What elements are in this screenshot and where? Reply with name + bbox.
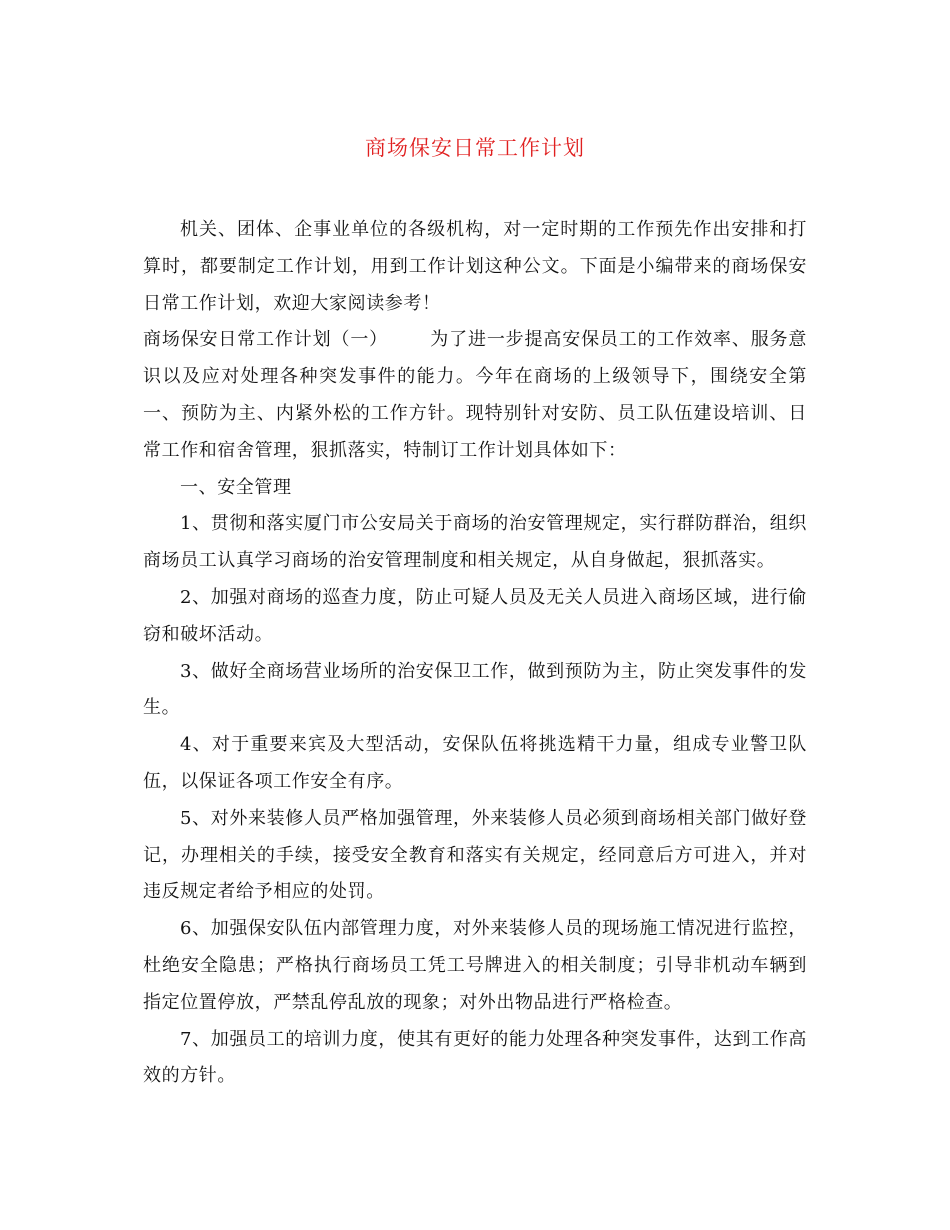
list-item: 1、贯彻和落实厦门市公安局关于商场的治安管理规定，实行群防群治，组织商场员工认真学习商场的治安管理制度和相关规定，从自身做起，狠抓落实。 <box>143 513 807 572</box>
part1-text: 为了进一步提高安保员工的工作效率、服务意识以及应对处理各种突发事件的能力。今年在商场的上级领导下，围绕安全第一、预防为主、内紧外松的工作方针。现特别针对安防、员工队伍建设培训、日常工作和宿舍管理，狠抓落实，特制订工作计划具体如下： <box>143 329 807 461</box>
list-item: 2、加强对商场的巡查力度，防止可疑人员及无关人员进入商场区域，进行偷窃和破坏活动。 <box>143 586 807 645</box>
list-item: 5、对外来装修人员严格加强管理，外来装修人员必须到商场相关部门做好登记，办理相关的手续，接受安全教育和落实有关规定，经同意后方可进入，并对违反规定者给予相应的处罚。 <box>143 807 807 903</box>
list-item: 3、做好全商场营业场所的治安保卫工作，做到预防为主，防止突发事件的发生。 <box>143 660 807 719</box>
intro-paragraph: 机关、团体、企事业单位的各级机构，对一定时期的工作预先作出安排和打算时，都要制定工作计划，用到工作计划这种公文。下面是小编带来的商场保安日常工作计划，欢迎大家阅读参考！ <box>143 219 807 314</box>
part1-heading: 商场保安日常工作计划（一） <box>143 329 389 351</box>
section1-heading: 一、安全管理 <box>180 476 292 498</box>
part1-paragraph <box>143 322 807 469</box>
document-body <box>143 212 807 1095</box>
document-title: 商场保安日常工作计划 <box>365 136 585 160</box>
list-item: 4、对于重要来宾及大型活动，安保队伍将挑选精干力量，组成专业警卫队伍，以保证各项工作安全有序。 <box>143 734 807 792</box>
list-item: 6、加强保安队伍内部管理力度，对外来装修人员的现场施工情况进行监控，杜绝安全隐患；严格执行商场员工凭工号牌进入的相关制度；引导非机动车辆到指定位置停放，严禁乱停乱放的现象；对外出物品进行严格检查。 <box>143 918 807 1013</box>
list-item: 7、加强员工的培训力度，使其有更好的能力处理各种突发事件，达到工作高效的方针。 <box>143 1028 807 1087</box>
